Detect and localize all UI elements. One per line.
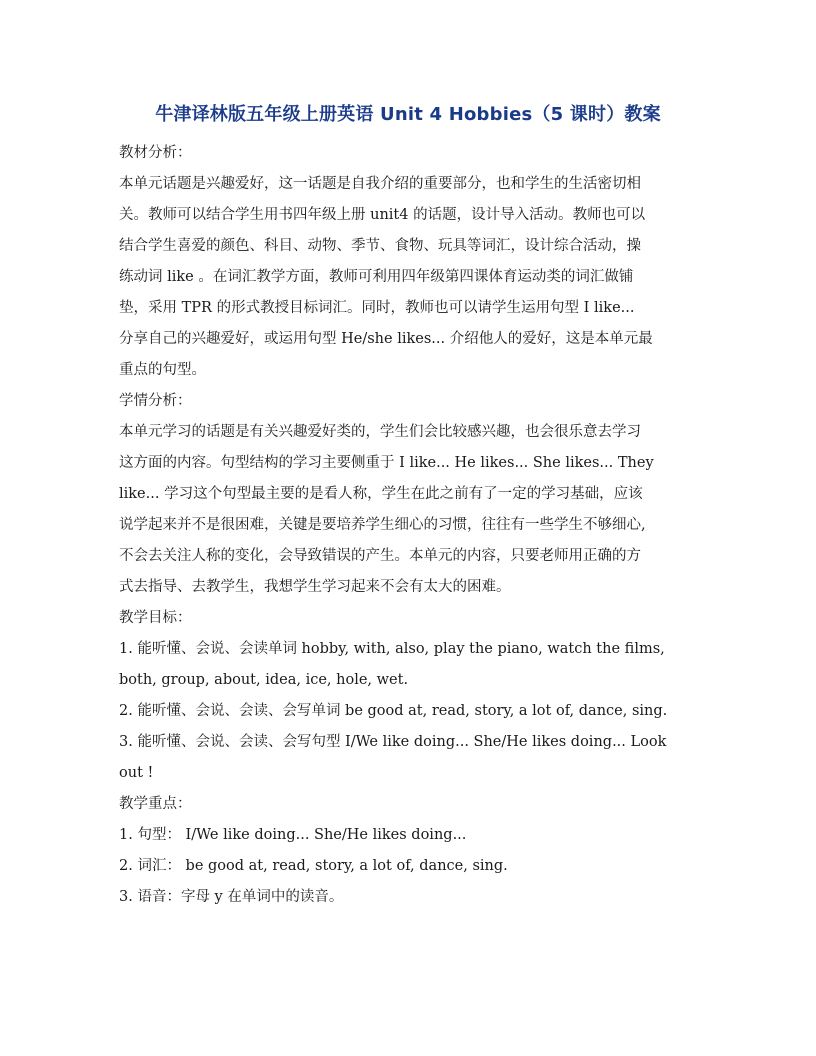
- paragraph-line: 本单元学习的话题是有关兴趣爱好类的，学生们会比较感兴趣，也会很乐意去学习: [119, 424, 641, 440]
- key-point-item: 2. 词汇： be good at, read, story, a lot of, dance, sing.: [119, 858, 508, 874]
- paragraph-line: 这方面的内容。句型结构的学习主要侧重于 I like... He likes... She likes... They: [119, 455, 654, 471]
- paragraph-line: like... 学习这个句型最主要的是看人称，学生在此之前有了一定的学习基础，应该: [119, 486, 643, 502]
- paragraph-line: 练动词 like 。在词汇教学方面，教师可利用四年级第四课体育运动类的词汇做铺: [119, 269, 634, 285]
- section-heading-key-points: 教学重点：: [119, 796, 192, 812]
- paragraph-line: 垫，采用 TPR 的形式教授目标词汇。同时，教师也可以请学生运用句型 I like...: [119, 300, 635, 316]
- paragraph-line: 说学起来并不是很困难，关键是要培养学生细心的习惯，往往有一些学生不够细心,: [119, 517, 646, 533]
- objective-item: 3. 能听懂、会说、会读、会写句型 I/We like doing... She/He likes doing... Look: [119, 734, 667, 750]
- section-heading-textbook-analysis: 教材分析：: [119, 145, 192, 161]
- paragraph-line: 式去指导、去教学生，我想学生学习起来不会有太大的困难。: [119, 579, 511, 595]
- paragraph-line: 分享自己的兴趣爱好，或运用句型 He/she likes... 介绍他人的爱好，这是本单元最: [119, 331, 653, 347]
- paragraph-line: 不会去关注人称的变化，会导致错误的产生。本单元的内容，只要老师用正确的方: [119, 548, 641, 564]
- objective-item: 1. 能听懂、会说、会读单词 hobby, with, also, play the piano, watch the films,: [119, 641, 665, 657]
- objective-item-continuation: both, group, about, idea, ice, hole, wet.: [119, 672, 409, 688]
- key-point-item: 3. 语音：字母 y 在单词中的读音。: [119, 889, 344, 905]
- objective-item-continuation: out !: [119, 765, 154, 781]
- document-body: [119, 138, 704, 913]
- objective-item: 2. 能听懂、会说、会读、会写单词 be good at, read, story, a lot of, dance, sing.: [119, 703, 668, 719]
- paragraph-line: 关。教师可以结合学生用书四年级上册 unit4 的话题，设计导入活动。教师也可以: [119, 207, 646, 223]
- key-point-item: 1. 句型： I/We like doing... She/He likes doing...: [119, 827, 467, 843]
- document-title: 牛津译林版五年级上册英语 Unit 4 Hobbies（5 课时）教案: [155, 104, 661, 125]
- paragraph-line: 结合学生喜爱的颜色、科目、动物、季节、食物、玩具等词汇，设计综合活动，操: [119, 238, 641, 254]
- paragraph-line: 重点的句型。: [119, 362, 206, 378]
- section-heading-teaching-objectives: 教学目标：: [119, 610, 192, 626]
- section-heading-student-analysis: 学情分析：: [119, 393, 192, 409]
- paragraph-line: 本单元话题是兴趣爱好，这一话题是自我介绍的重要部分，也和学生的生活密切相: [119, 176, 641, 192]
